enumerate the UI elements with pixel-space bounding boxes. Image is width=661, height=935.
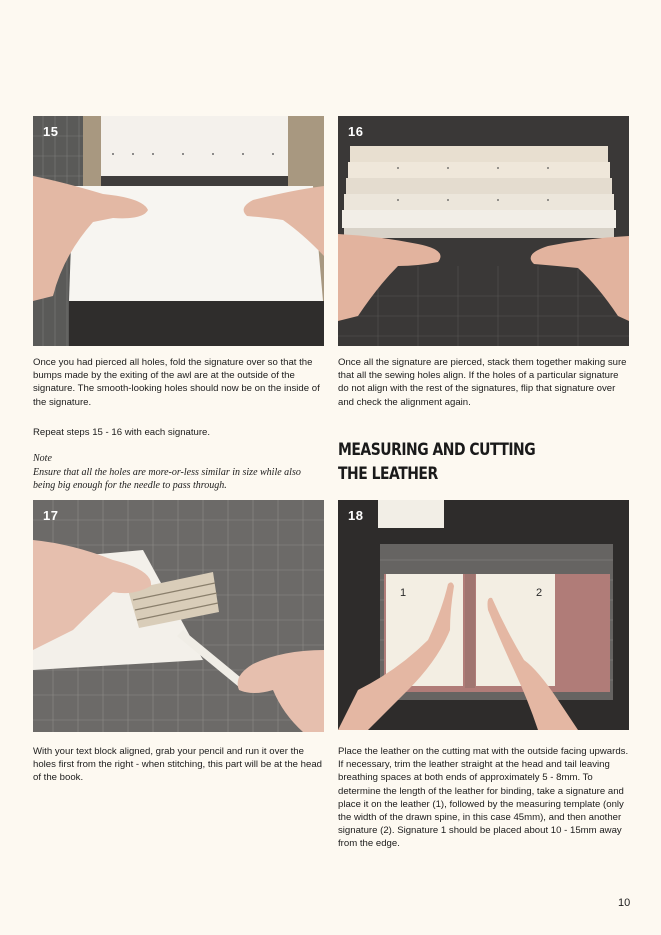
step-16-photo — [338, 116, 629, 346]
step-17-text: With your text block aligned, grab your pencil and run it over the holes first from the right - when stitching, this part will be at the head of the book. — [33, 746, 323, 784]
step-17-number: 17 — [43, 508, 59, 523]
section-heading-line2: THE LEATHER — [338, 464, 438, 484]
step-16-text: Once all the signature are pierced, stack them together making sure that all the sewing holes align. If the holes of a particular signature do not align with the rest of the signatures, flip that signature over and check the alignment again. — [338, 357, 627, 408]
step-15-photo — [33, 116, 324, 346]
section-heading — [338, 438, 551, 486]
step-18-number: 18 — [348, 508, 364, 523]
signature-2-label: 2 — [536, 587, 543, 599]
step-18-text: Place the leather on the cutting mat with the outside facing upwards. If necessary, trim the leather straight at the head and tail leaving breathing spaces at both ends of approximately 5 - 8mm. To determine the length of the leather for binding, take a signature and place it on the leather (1), followed by the measuring template (only the width of the drawn spine, in this case 45mm), and then another signature (2). Signature 1 should be placed about 10 - 15mm away from the edge. — [338, 746, 629, 850]
page-number: 10 — [618, 897, 631, 909]
step-15-text: Once you had pierced all holes, fold the signature over so that the bumps made by the exiting of the awl are at the outside of the signature. The smooth-looking holes should now be on the inside of the signature. — [33, 357, 320, 408]
step-18-photo — [338, 500, 629, 730]
step-17-photo — [33, 500, 324, 732]
note-text: Ensure that all the holes are more-or-less similar in size while also being big enough for the needle to pass through. — [33, 467, 301, 491]
step-16-number: 16 — [348, 124, 364, 139]
step-15-repeat-text: Repeat steps 15 - 16 with each signature. — [33, 427, 211, 438]
step-15-number: 15 — [43, 124, 59, 139]
signature-1-label: 1 — [400, 587, 407, 599]
note-title: Note — [33, 453, 52, 464]
section-heading-line1: MEASURING AND CUTTING — [338, 440, 536, 460]
